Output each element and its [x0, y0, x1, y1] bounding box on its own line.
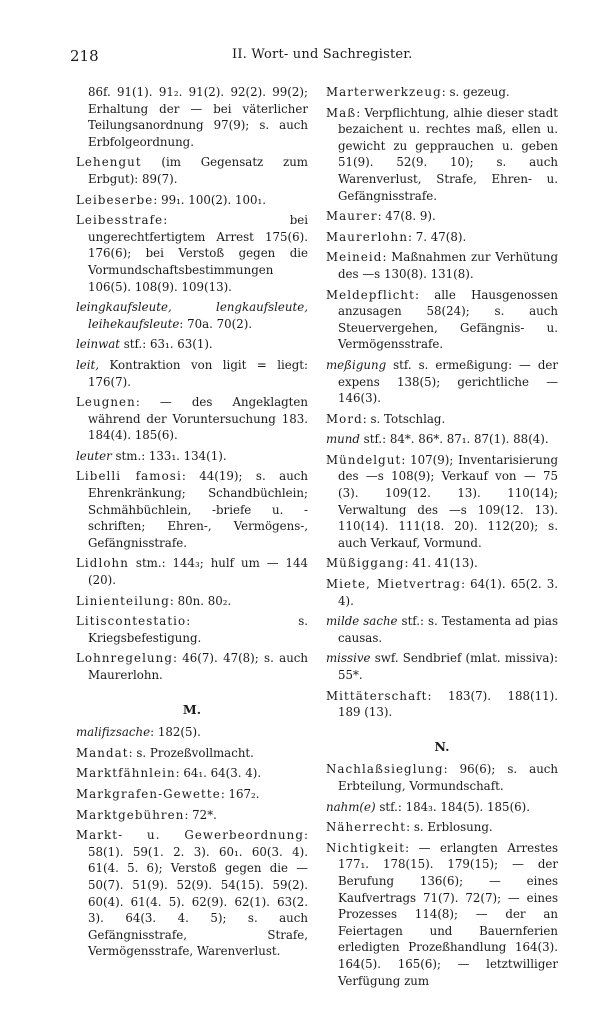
- entry-lemma: leingkaufsleute, lengkaufsleute, leihekaufsleute: [76, 300, 308, 331]
- entry-lemma: Maß: [326, 105, 357, 120]
- entry-text: stm.: 144₃; hulf um — 144 (20).: [88, 556, 308, 588]
- entry-text: : 183(7). 188(11). 189 (13).: [338, 688, 558, 720]
- entry-text: 86f. 91(1). 91₂. 91(2). 92(2). 99(2); Erhaltung der — bei väterlicher Teilungsanordnung 97(9); s. auch Erbfolgeordnung.: [88, 85, 308, 149]
- entry-lemma: Litiscontestatio: [76, 614, 187, 629]
- index-entry: [326, 357, 558, 407]
- index-entry: [76, 84, 308, 150]
- entry-lemma: Lidlohn: [76, 556, 129, 571]
- entry-text: stf.: 63₁. 63(1).: [120, 337, 213, 352]
- index-entry: [326, 688, 558, 721]
- right-column: [326, 84, 558, 993]
- entry-lemma: Lehengut: [76, 155, 142, 170]
- index-entry: [326, 229, 558, 246]
- page-number: 218: [70, 47, 99, 65]
- entry-text: : 46(7). 47(8); s. auch Maurerlohn.: [88, 651, 308, 682]
- entry-lemma: Mandat: [76, 745, 129, 760]
- entry-lemma: Linienteilung: [76, 593, 170, 608]
- entry-lemma: milde sache: [326, 614, 398, 629]
- entry-text: : s. gezeug.: [441, 85, 510, 99]
- index-entry: [326, 555, 558, 572]
- left-column: [76, 84, 308, 964]
- index-entry: [76, 394, 308, 444]
- entry-text: : Verpflichtung, alhie dieser stadt bezaichent u. rechtes maß, ellen u. gewicht zu gepprauchen u. geben 51(9). 52(9. 10); s. auch Warenverlust, Strafe, Ehren- u. Gefängnisstrafe.: [338, 105, 558, 203]
- entry-lemma: meßigung: [326, 357, 387, 372]
- running-head: II. Wort- und Sachregister.: [232, 47, 413, 62]
- index-entry: [326, 287, 558, 353]
- entry-text: : 99₁. 100(2). 100₁.: [153, 192, 267, 207]
- entry-text: stf.: s. Testamenta ad pias causas.: [338, 614, 558, 645]
- index-entry: [326, 576, 558, 609]
- index-entry: [326, 650, 558, 683]
- entry-lemma: Leugnen: [76, 395, 136, 410]
- entry-text: stm.: 133₁. 134(1).: [111, 448, 227, 463]
- index-entry: [76, 448, 308, 465]
- index-entry: [76, 593, 308, 610]
- entry-lemma: Nachlaßsieglung: [326, 762, 444, 777]
- entry-text: : 58(1). 59(1. 2. 3). 60₁. 60(3. 4). 61(4. 5. 6); Verstoß gegen die — 50(7). 51(9). 52(9). 54(15). 59(2). 60(4). 61(4. 5). 62(9). 62(1). 63(2. 3). 64(3. 4. 5); s. auch Gefängnisstrafe, Strafe, Vermögensstrafe, Warenverlust.: [88, 828, 308, 959]
- entry-text: swf. Sendbrief (mlat. missiva): 55*.: [338, 651, 558, 682]
- index-entry: [326, 840, 558, 989]
- index-entry: [76, 807, 308, 824]
- entry-lemma: mund: [326, 432, 360, 447]
- entry-lemma: Markgrafen-Gewette: [76, 786, 221, 801]
- index-entry: [326, 105, 558, 205]
- index-entry: [326, 431, 558, 448]
- entry-lemma: nahm(e): [326, 799, 376, 814]
- entry-text: : s. Prozeßvollmacht.: [128, 745, 254, 760]
- entry-lemma: Meineid: [326, 250, 383, 265]
- index-entry: [76, 336, 308, 353]
- index-entry: [76, 212, 308, 295]
- entry-text: : 64₁. 64(3. 4).: [175, 766, 262, 781]
- index-entry: [76, 468, 308, 551]
- entry-lemma: Müßiggang: [326, 556, 405, 571]
- index-entry: [76, 192, 308, 209]
- index-entry: [76, 765, 308, 782]
- entry-text: : 96(6); s. auch Erbteilung, Vormundschaft.: [338, 762, 558, 793]
- entry-lemma: Marktfähnlein: [76, 766, 176, 781]
- entry-text: : Maßnahmen zur Verhütung des —s 130(8). 131(8).: [338, 250, 558, 281]
- entry-text: stf.: 184₃. 184(5). 185(6).: [375, 799, 531, 814]
- entry-lemma: Maurer: [326, 209, 378, 224]
- entry-lemma: Mündelgut: [326, 452, 402, 467]
- entry-lemma: Marktgebühren: [76, 807, 185, 822]
- entry-text: stf.: 84*. 86*. 87₁. 87(1). 88(4).: [359, 432, 549, 447]
- index-entry: [326, 249, 558, 282]
- entry-text: : 107(9); Inventarisierung des —s 108(9); Verkauf von — 75 (3). 109(12. 13). 110(14); Verwaltung des —s 109(12. 13). 110(14). 111(18. 20). 112(20); s. auch Verkauf, Vormund.: [338, 452, 558, 550]
- index-entry: [326, 761, 558, 794]
- entry-text: : 41. 41(13).: [404, 556, 478, 571]
- index-entry: [76, 786, 308, 803]
- entry-text: : 70a. 70(2).: [179, 316, 253, 331]
- entry-lemma: Meldepflicht: [326, 287, 415, 302]
- index-entry: [326, 613, 558, 646]
- entry-lemma: Miete, Mietvertrag: [326, 577, 462, 592]
- entry-text: : 72*.: [184, 807, 217, 822]
- entry-text: : 44(19); s. auch Ehrenkränkung; Schandbüchlein; Schmähbüchlein, -briefe u. -schriften; Ehren-, Vermögens-, Gefängnisstrafe.: [88, 469, 308, 550]
- index-entry: [326, 84, 558, 101]
- entry-lemma: missive: [326, 651, 371, 666]
- index-entry: [326, 411, 558, 428]
- entry-lemma: Marterwerkzeug: [326, 85, 442, 99]
- entry-lemma: Mord: [326, 411, 363, 426]
- entry-text: stf. s. ermeßigung: — der expens 138(5); gerichtliche — 146(3).: [338, 357, 558, 406]
- index-entry: [76, 724, 308, 741]
- entry-text: : — des Angeklagten während der Voruntersuchung 183. 184(4). 185(6).: [88, 395, 308, 443]
- entry-lemma: Mittäterschaft: [326, 688, 428, 703]
- entry-lemma: Lohnregelung: [76, 651, 174, 666]
- index-entry: [76, 299, 308, 332]
- section-heading: N.: [434, 738, 450, 754]
- entry-lemma: Nichtigkeit: [326, 840, 406, 855]
- index-entry: [326, 819, 558, 836]
- entry-text: : — erlangten Arrestes 177₁. 178(15). 179(15); — der Berufung 136(6); — eines Kaufvertrags 71(7). 72(7); — eines Prozesses 114(8); — der an Feiertagen und Bauernferien erledigten Prozeßhandlung 164(3). 164(5). 165(6); — letztwilliger Verfügung zum: [338, 840, 558, 988]
- entry-lemma: Leibesstrafe: [76, 213, 164, 228]
- section-heading: M.: [182, 701, 202, 717]
- index-entry: [76, 613, 308, 646]
- entry-lemma: leit,: [76, 357, 100, 372]
- entry-text: : 167₂.: [220, 786, 260, 801]
- entry-lemma: Markt- u. Gewerbeordnung: [76, 828, 305, 843]
- entry-text: : 47(8. 9).: [377, 209, 436, 224]
- entry-text: Kontraktion von ligit = liegt: 176(7).: [88, 357, 308, 389]
- entry-lemma: Leibeserbe: [76, 192, 154, 207]
- index-entry: [76, 827, 308, 960]
- index-entry: [326, 452, 558, 552]
- entry-lemma: leinwat: [76, 337, 120, 352]
- index-entry: [326, 799, 558, 816]
- entry-text: (im Gegensatz zum Erbgut): 89(7).: [88, 155, 308, 186]
- entry-lemma: Maurerlohn: [326, 229, 409, 244]
- entry-text: : 80n. 80₂.: [169, 593, 232, 608]
- index-entry: [76, 154, 308, 187]
- entry-text: : 182(5).: [150, 725, 201, 740]
- entry-lemma: Näherrecht: [326, 820, 407, 835]
- entry-lemma: Libelli famosi: [76, 469, 182, 484]
- entry-text: : s. Totschlag.: [362, 411, 446, 426]
- entry-text: : alle Hausgenossen anzusagen 58(24); s. auch Steuervergehen, Gefängnis- u. Vermögensstrafe.: [338, 287, 558, 352]
- entry-text: : 64(1). 65(2. 3. 4).: [338, 577, 558, 608]
- index-entry: [76, 650, 308, 683]
- index-entry: [326, 208, 558, 225]
- entry-lemma: malifizsache: [76, 725, 151, 740]
- index-entry: [76, 745, 308, 762]
- index-entry: [76, 357, 308, 390]
- index-entry: [76, 555, 308, 588]
- entry-lemma: leuter: [76, 448, 112, 463]
- entry-text: : s. Erblosung.: [406, 820, 493, 835]
- entry-text: : s. Kriegsbefestigung.: [88, 614, 308, 645]
- entry-text: : bei ungerechtfertigtem Arrest 175(6). 176(6); bei Verstoß gegen die Vormundschaftsbestimmungen 106(5). 108(9). 109(13).: [88, 213, 308, 294]
- entry-text: : 7. 47(8).: [408, 229, 467, 244]
